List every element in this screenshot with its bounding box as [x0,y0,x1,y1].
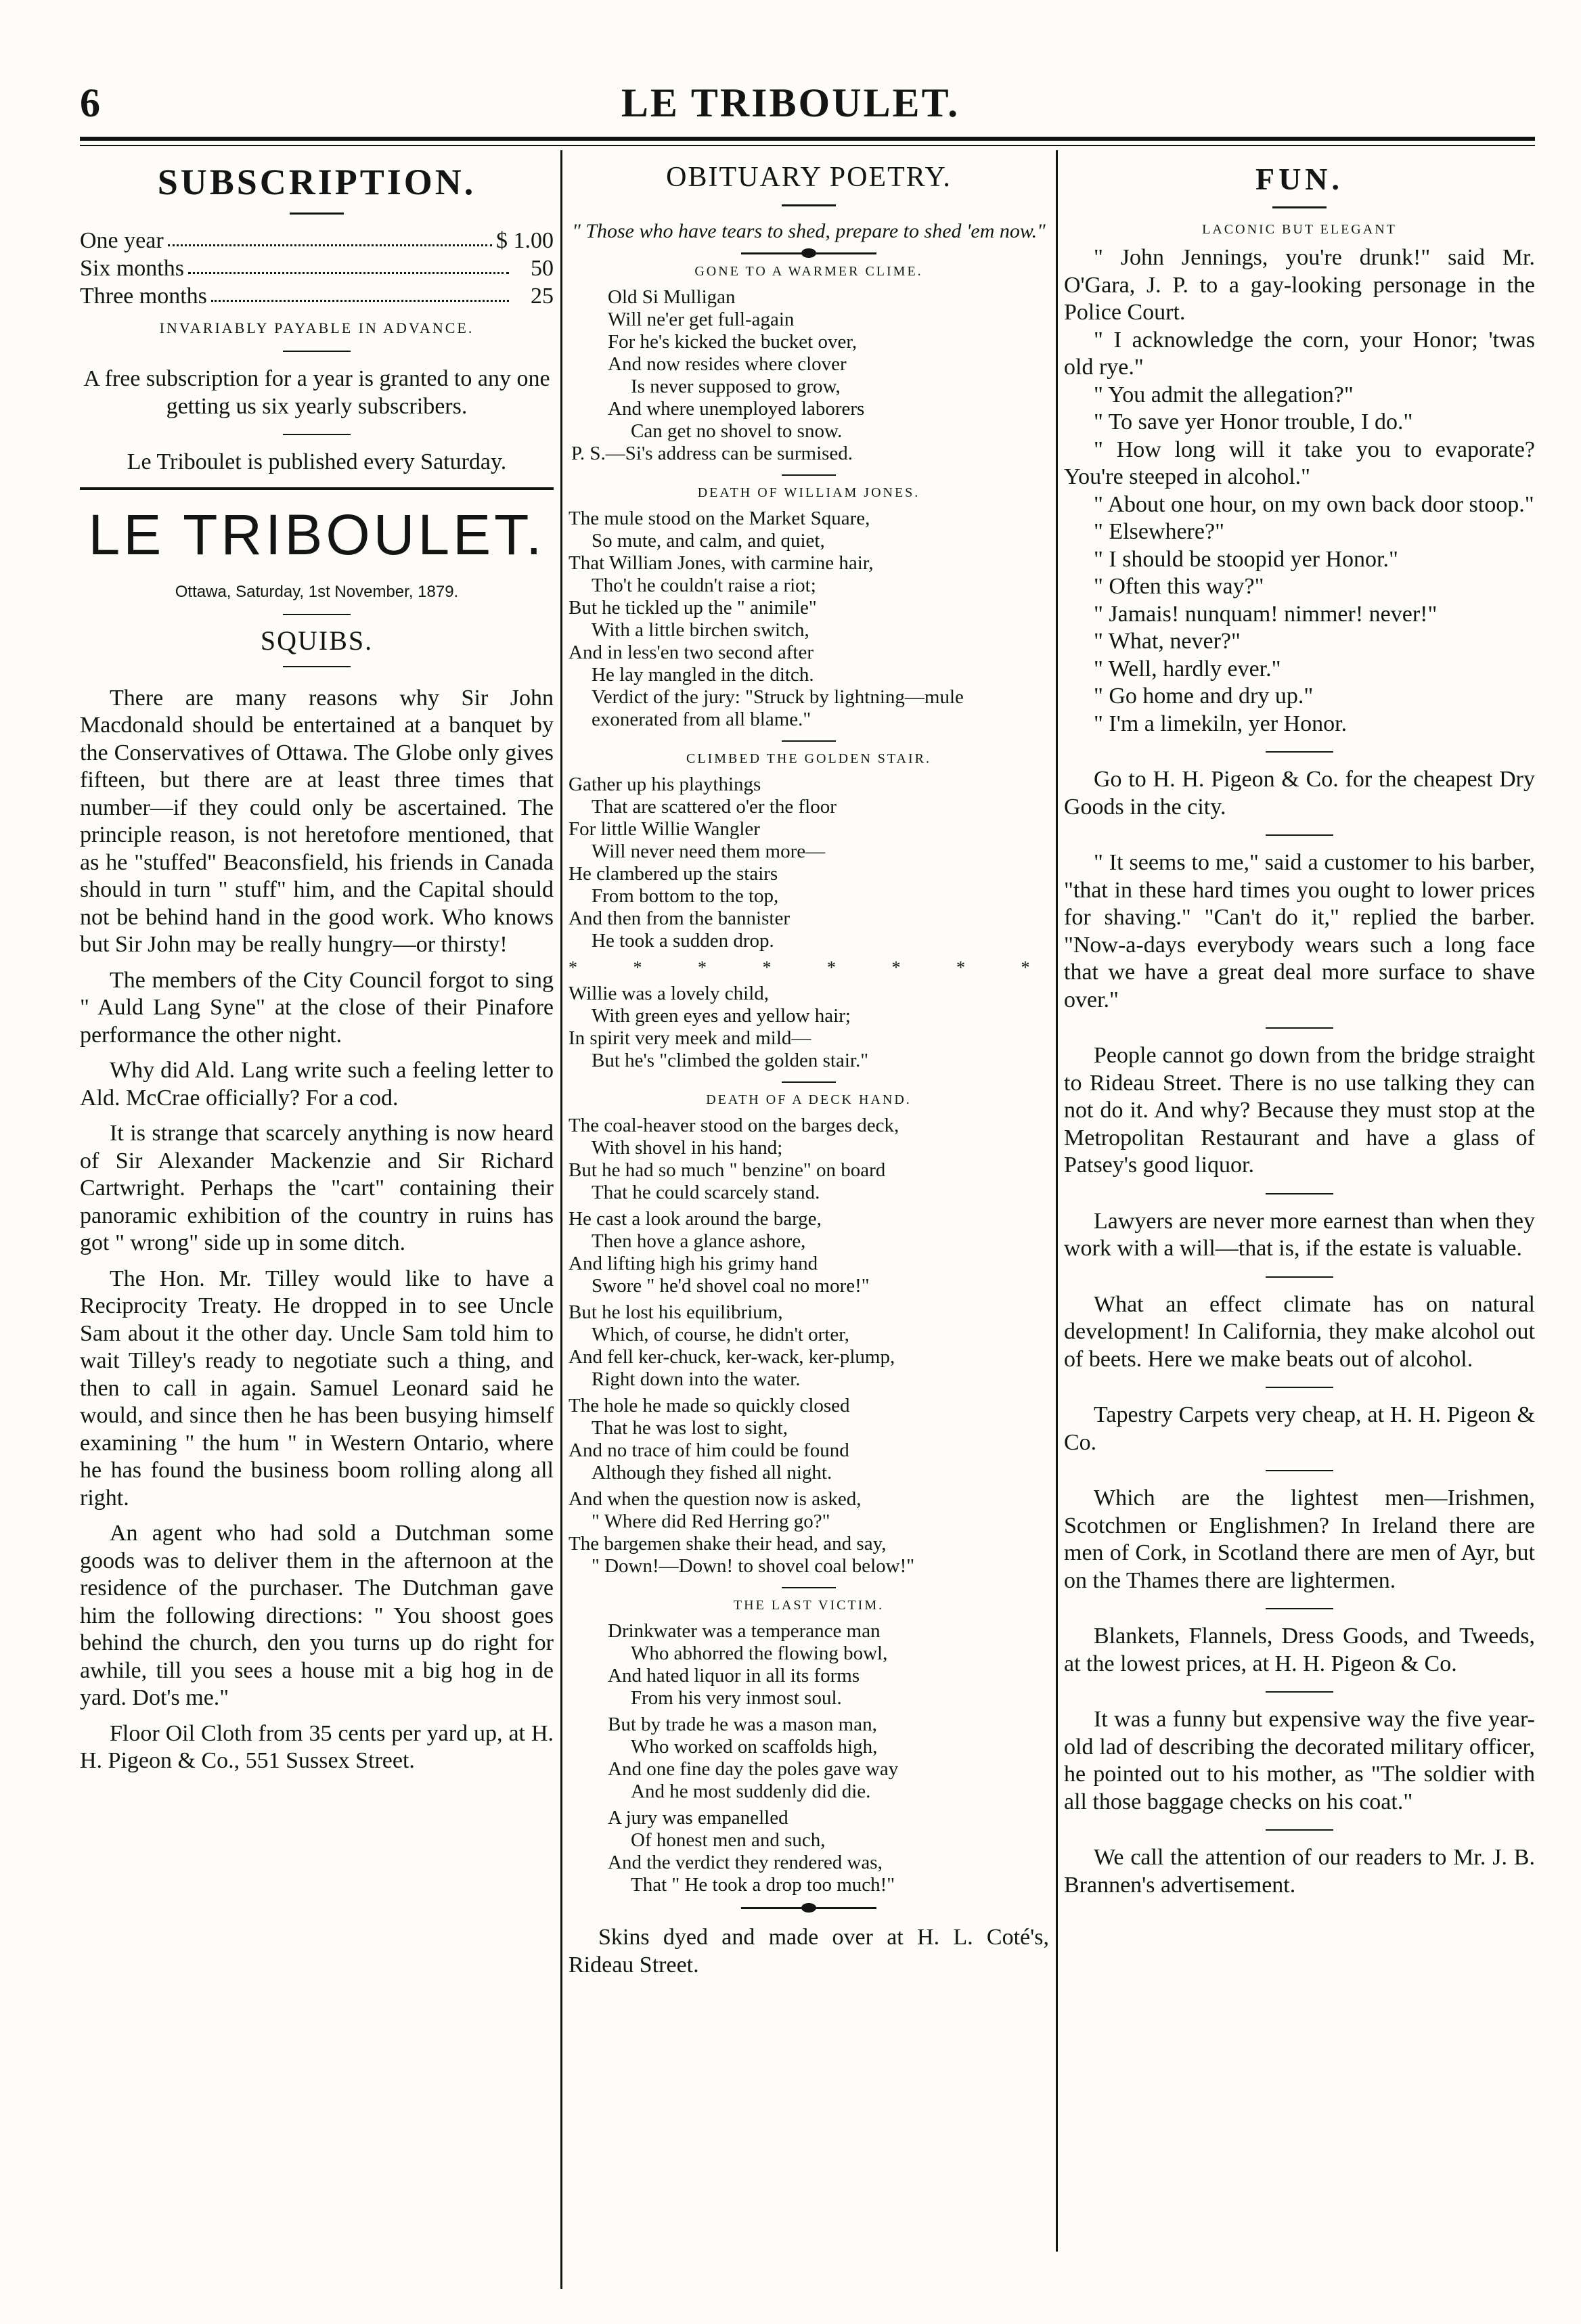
divider [1266,1608,1333,1609]
poem-title: THE LAST VICTIM. [733,1598,885,1613]
price-row: Three months 25 [80,284,554,309]
squib-ad: Floor Oil Cloth from 35 cents per yard up, at H. H. Pigeon & Co., 551 Sussex Street. [80,1720,554,1773]
obituary-title: OBITUARY POETRY. [666,162,952,193]
divider [1272,206,1327,208]
running-head: LE TRIBOULET. [621,81,960,125]
divider [1266,1193,1333,1194]
divider [1266,1387,1333,1388]
price-row: One year $ 1.00 [80,228,554,253]
poem-title: DEATH OF WILLIAM JONES. [697,485,920,500]
fun-title: FUN. [1255,162,1344,196]
poem-title: DEATH OF A DECK HAND. [706,1092,912,1107]
offer-text: A free subscription for a year is granted to any one getting us six yearly subscribers. [83,366,550,419]
header-rule [80,137,1535,141]
squib: An agent who had sold a Dutchman some goods was to deliver them in the afternoon at the residence of the purchaser. The Dutchman gave him the following directions: " You shoost goes behind the church, den you turns up do right for awhile, till you sees a house mit a big hog in de yard. Dot's me." [80,1521,554,1710]
fun-item: Blankets, Flannels, Dress Goods, and Tweeds, at the lowest prices, at H. H. Pigeon & Co. [1064,1624,1535,1676]
divider [283,666,351,667]
divider [283,434,351,435]
divider [80,487,554,490]
divider [782,204,836,206]
fun-item: Lawyers are never more earnest than when they work with a will—that is, if the estate is valuable. [1064,1208,1535,1261]
divider [1266,1691,1333,1693]
divider [782,740,836,742]
squib: The Hon. Mr. Tilley would like to have a Reciprocity Treaty. He dropped in to see Uncle Sam about it the other day. Uncle Sam told him to wait Tilley's ready to negotiate such a thing, and then to call in again. Samuel Leonard said he would, and since then he has been busying himself examining " the hum " in Western Ontario, where he has found the business boom rolling along all right. [80,1266,554,1511]
ornament-divider [741,252,876,254]
epigraph: " Those who have tears to shed, prepare to shed 'em now." [572,220,1046,242]
divider [1266,1027,1333,1029]
divider [290,213,344,215]
squib: The members of the City Council forgot to sing " Auld Lang Syne" at the close of their Pinafore performance the other night. [80,967,554,1048]
divider [1266,1829,1333,1831]
poem: The coal-heaver stood on the barges deck, With shovel in his hand; But he had so much " benzine" on board That he could scarcely stand. He cast a look around the barge, Then hove a glance ashore, And lifting high his grimy hand Swore " he'd shovel coal no more!" But he lost his equilibrium, Which, of course, he didn't orter, And fell ker-chuck, ker-wack, ker-plump, Right down into the water. The hole he made so quickly closed That he was lost to sight, And no trace of him could be found Although they fished all night. And when the question now is asked, " Where did Red Herring go?" The bargemen shake their head, and say, " Down!—Down! to shovel coal below!" [569,1115,915,1577]
poem-postscript: P. S.—Si's address can be surmised. [571,443,853,464]
column-center [569,161,1056,1979]
price-list [80,227,554,310]
squib: Why did Ald. Lang write such a feeling letter to Ald. McCrae officially? For a cod. [80,1058,554,1111]
poem: Gather up his playthings That are scattered o'er the floor For little Willie Wangler Will never need them more— He clambered up the stairs From bottom to the top, And then from the bannister He took a sudden drop. * * * * * * * * Willie was a lovely child, With green eyes and yellow hair; In spirit very meek and mild— But he's "climbed the golden stair." [569,774,1056,1071]
fun-item: What an effect climate has on natural development! In California, they make alcohol out of beets. Here we make beats out of alcohol. [1064,1291,1535,1372]
header-rule-thin [80,145,1535,146]
fun-item: Which are the lightest men—Irishmen, Scotchmen or Englishmen? In Ireland there are men of Cork, in Scotland there are men of Ayr, but on the Thames there are lightermen. [1064,1485,1535,1593]
column-divider-1 [560,150,562,2289]
dialogue: " John Jennings, you're drunk!" said Mr. O'Gara, J. P. to a gay-looking personage in the Police Court. " I acknowledge the corn, your Honor; 'twas old rye." " You admit the allegation?" " To save yer Honor trouble, I do." " How long will it take you to evaporate? You're steeped in alcohol." " About one hour, on my own back door stoop." " Elsewhere?" " I should be stoopid yer Honor." " Often this way?" " Jamais! nunquam! nimmer! never!" " What, never?" " Well, hardly ever." " Go home and dry up." " I'm a limekiln, yer Honor. [1064,245,1535,736]
poem: The mule stood on the Market Square, So mute, and calm, and quiet, That William Jones, with carmine hair, Tho't he couldn't raise a riot; But he tickled up the " animile" With a little birchen switch, And in less'en two second after He lay mangled in the ditch. Verdict of the jury: "Struck by lightning—mule exonerated from all blame." [569,508,964,730]
dateline: Ottawa, Saturday, 1st November, 1879. [175,582,459,601]
poem: Drinkwater was a temperance man Who abhorred the flowing bowl, And hated liquor in all its forms From his very inmost soul. But by trade he was a mason man, Who worked on scaffolds high, And one fine day the poles gave way And he most suddenly did die. A jury was empanelled Of honest men and such, And the verdict they rendered was, That " He took a drop too much!" [608,1620,899,1896]
price-row: Six months 50 [80,256,554,281]
stars-divider: * * * * * * * * [569,958,1056,977]
payable-notice: INVARIABLY PAYABLE IN ADVANCE. [159,319,474,336]
divider [1266,834,1333,836]
fun-item: " It seems to me," said a customer to his barber, "that in these hard times you ought to lower prices for shaving." "Can't do it," replied the barber. "Now-a-days everybody wears such a long face that we have a great deal more surface to shave over." [1064,850,1535,1012]
fun-item: People cannot go down from the bridge straight to Rideau Street. There is no use talking they can not do it. And why? Because they must stop at the Metropolitan Restaurant and have a glass of Patsey's good liquor. [1064,1043,1535,1178]
page-number: 6 [80,81,100,125]
divider [1266,1276,1333,1278]
poem: Old Si Mulligan Will ne'er get full-again For he's kicked the bucket over, And now resides where clover Is never supposed to grow, And where unemployed laborers Can get no shovel to snow. [608,286,865,442]
divider [782,474,836,476]
skins-ad: Skins dyed and made over at H. L. Coté's, Rideau Street. [569,1925,1049,1977]
ornament-divider [741,1907,876,1909]
divider [283,614,351,615]
squib: There are many reasons why Sir John Macdonald should be entertained at a banquet by the Conservatives of Ottawa. The Globe only gives fifteen, but there are at least three times that number—if they could only be ascertained. The principle reason, is not heretofore mentioned, that as he "stuffed" Beaconsfield, his friends in Canada should in turn " stuff" him, and the Capital should not be behind hand in the good work. Who knows but Sir John may be really hungry—or thirsty! [80,685,554,957]
fun-item: Tapestry Carpets very cheap, at H. H. Pigeon & Co. [1064,1402,1535,1455]
divider [782,1587,836,1588]
column-divider-2 [1056,150,1058,2252]
poem-title: GONE TO A WARMER CLIME. [694,264,923,279]
divider [782,1081,836,1083]
fun-item: We call the attention of our readers to Mr. J. B. Brannen's advertisement. [1064,1845,1535,1898]
fun-subtitle: LACONIC BUT ELEGANT [1202,222,1397,237]
masthead: LE TRIBOULET. [88,502,545,566]
squib: It is strange that scarcely anything is now heard of Sir Alexander Mackenzie and Sir Richard Cartwright. Perhaps the "cart" containing their panoramic exhibition of the country in ruins has got " wrong" side up in some ditch. [80,1121,554,1255]
divider [1266,1470,1333,1471]
divider [283,351,351,352]
fun-item: It was a funny but expensive way the five year-old lad of describing the decorated military officer, he pointed out to his mother, as "The soldier with all those baggage checks on his coat." [1064,1707,1535,1814]
fun-item: Go to H. H. Pigeon & Co. for the cheapest Dry Goods in the city. [1064,767,1535,820]
column-left [80,161,554,1775]
squibs-title: SQUIBS. [260,625,374,656]
publication-notice: Le Triboulet is published every Saturday. [127,449,507,474]
poem-title: CLIMBED THE GOLDEN STAIR. [686,751,931,766]
column-right [1064,161,1535,1899]
divider [1266,751,1333,753]
subscription-title: SUBSCRIPTION. [157,162,476,202]
